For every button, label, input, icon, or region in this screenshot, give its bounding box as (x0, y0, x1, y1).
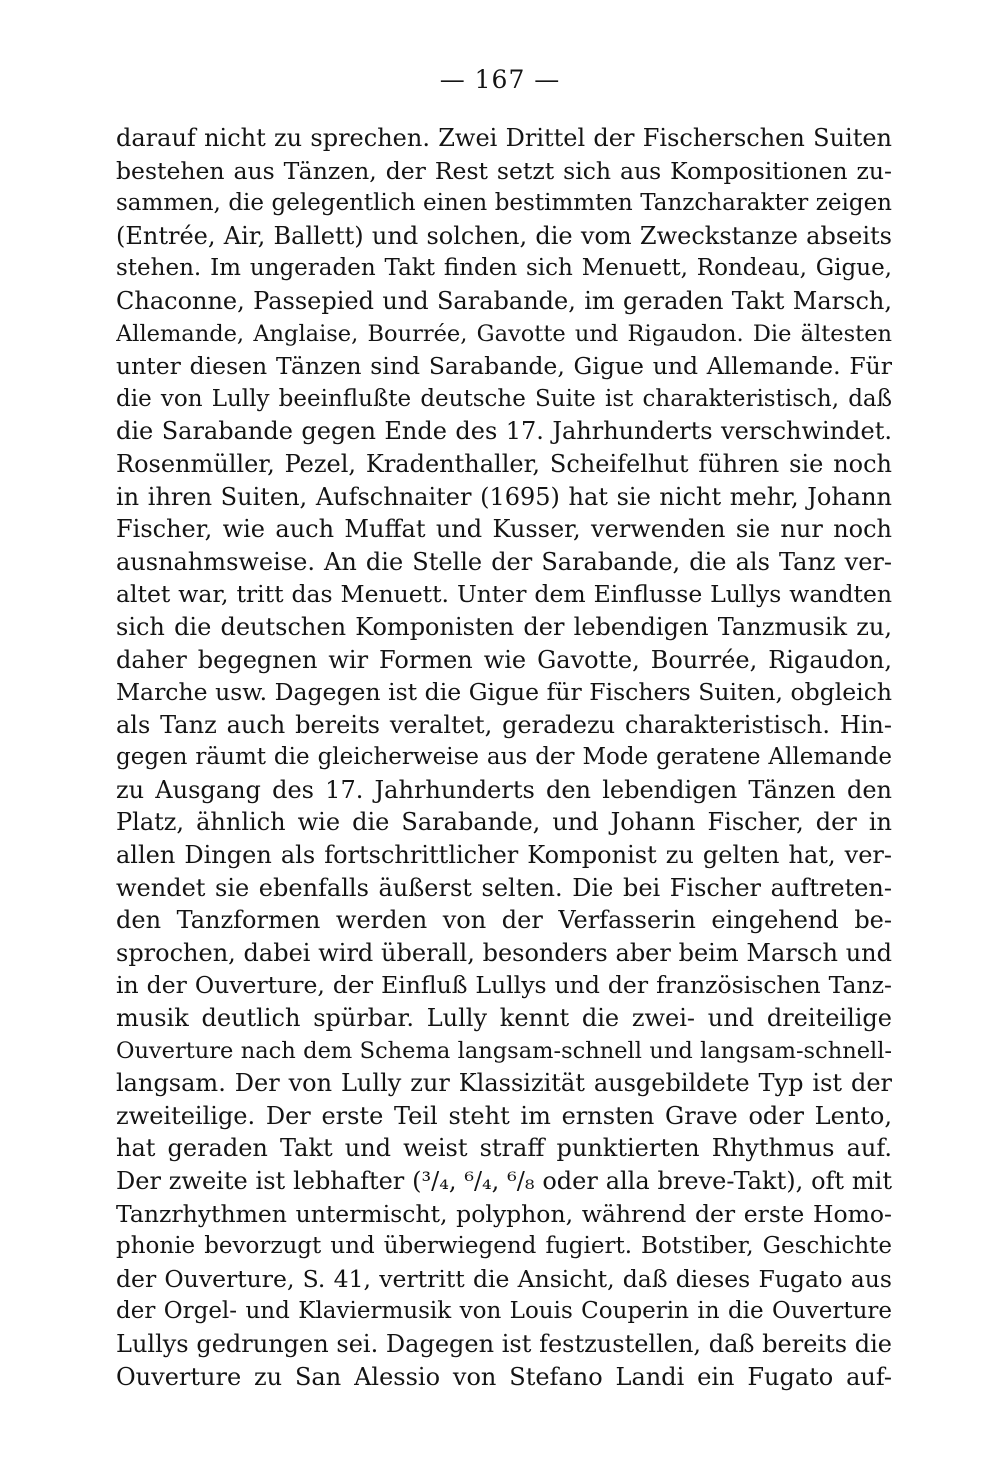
text-line: der Orgel- und Klaviermusik von Louis Couperin in die Ouverture (116, 1298, 892, 1325)
text-line: Fischer, wie auch Muffat und Kusser, verwenden sie nur noch (116, 515, 892, 544)
text-line: Marche usw. Dagegen ist die Gigue für Fischers Suiten, obgleich (116, 678, 892, 707)
text-line: wendet sie ebenfalls äußerst selten. Die bei Fischer auftreten- (116, 873, 892, 902)
text-line: Rosenmüller, Pezel, Kradenthaller, Scheifelhut führen sie noch (116, 449, 892, 478)
text-line: Ouverture zu San Alessio von Stefano Landi ein Fugato auf- (116, 1362, 892, 1391)
text-line: bestehen aus Tänzen, der Rest setzt sich aus Kompositionen zu- (116, 156, 892, 185)
text-line: in ihren Suiten, Aufschnaiter (1695) hat sie nicht mehr, Johann (116, 482, 892, 511)
text-line: altet war, tritt das Menuett. Unter dem Einflusse Lullys wandten (116, 580, 892, 609)
text-line: langsam. Der von Lully zur Klassizität ausgebildete Typ ist der (116, 1069, 892, 1098)
text-line: gegen räumt die gleicherweise aus der Mode geratene Allemande (116, 744, 892, 771)
text-line: daher begegnen wir Formen wie Gavotte, Bourrée, Rigaudon, (116, 645, 892, 674)
text-line: phonie bevorzugt und überwiegend fugiert. Botstiber, Geschichte (116, 1233, 892, 1260)
text-line: hat geraden Takt und weist straff punktierten Rhythmus auf. (116, 1134, 892, 1163)
text-line: Tanzrhythmen untermischt, polyphon, während der erste Homo- (116, 1199, 892, 1228)
text-line: die von Lully beeinflußte deutsche Suite ist charakteristisch, daß (116, 385, 892, 412)
text-line: Platz, ähnlich wie die Sarabande, und Johann Fischer, der in (116, 808, 892, 837)
text-line: unter diesen Tänzen sind Sarabande, Gigue und Allemande. Für (116, 352, 892, 381)
text-line: Allemande, Anglaise, Bourrée, Gavotte und Rigaudon. Die ältesten (116, 320, 892, 347)
text-line: der Ouverture, S. 41, vertritt die Ansicht, daß dieses Fugato aus (116, 1264, 892, 1293)
text-line: Lullys gedrungen sei. Dagegen ist festzustellen, daß bereits die (116, 1329, 892, 1358)
text-line: sprochen, dabei wird überall, besonders aber beim Marsch und (116, 938, 892, 967)
page-number: — 167 — (439, 65, 561, 94)
text-line: (Entrée, Air, Ballett) und solchen, die vom Zweckstanze abseits (116, 221, 892, 250)
text-line: sammen, die gelegentlich einen bestimmten Tanzcharakter zeigen (116, 190, 892, 217)
text-line: als Tanz auch bereits veraltet, geradezu charakteristisch. Hin- (116, 710, 892, 739)
text-line: in der Ouverture, der Einfluß Lullys und der französischen Tanz- (116, 971, 892, 1000)
text-line: Der zweite ist lebhafter (³/₄, ⁶/₄, ⁶/₈ oder alla breve-Takt), oft mit (116, 1167, 892, 1195)
text-line: sich die deutschen Komponisten der lebendigen Tanzmusik zu, (116, 612, 892, 641)
text-line: stehen. Im ungeraden Takt finden sich Menuett, Rondeau, Gigue, (116, 255, 892, 282)
text-line: ausnahmsweise. An die Stelle der Sarabande, die als Tanz ver- (116, 547, 892, 576)
text-line: die Sarabande gegen Ende des 17. Jahrhunderts verschwindet. (116, 417, 892, 446)
text-line: zweiteilige. Der erste Teil steht im ernsten Grave oder Lento, (116, 1101, 892, 1130)
text-line: Ouverture nach dem Schema langsam-schnell und langsam-schnell- (116, 1037, 892, 1064)
text-line: zu Ausgang des 17. Jahrhunderts den lebendigen Tänzen den (116, 775, 892, 804)
text-line: Chaconne, Passepied und Sarabande, im geraden Takt Marsch, (116, 286, 892, 315)
body-text (116, 122, 892, 1393)
text-line: allen Dingen als fortschrittlicher Komponist zu gelten hat, ver- (116, 841, 892, 870)
text-line: musik deutlich spürbar. Lully kennt die zwei- und dreiteilige (116, 1004, 892, 1033)
text-line: den Tanzformen werden von der Verfasserin eingehend be- (116, 906, 892, 935)
text-line: darauf nicht zu sprechen. Zwei Drittel der Fischerschen Suiten (116, 124, 892, 152)
